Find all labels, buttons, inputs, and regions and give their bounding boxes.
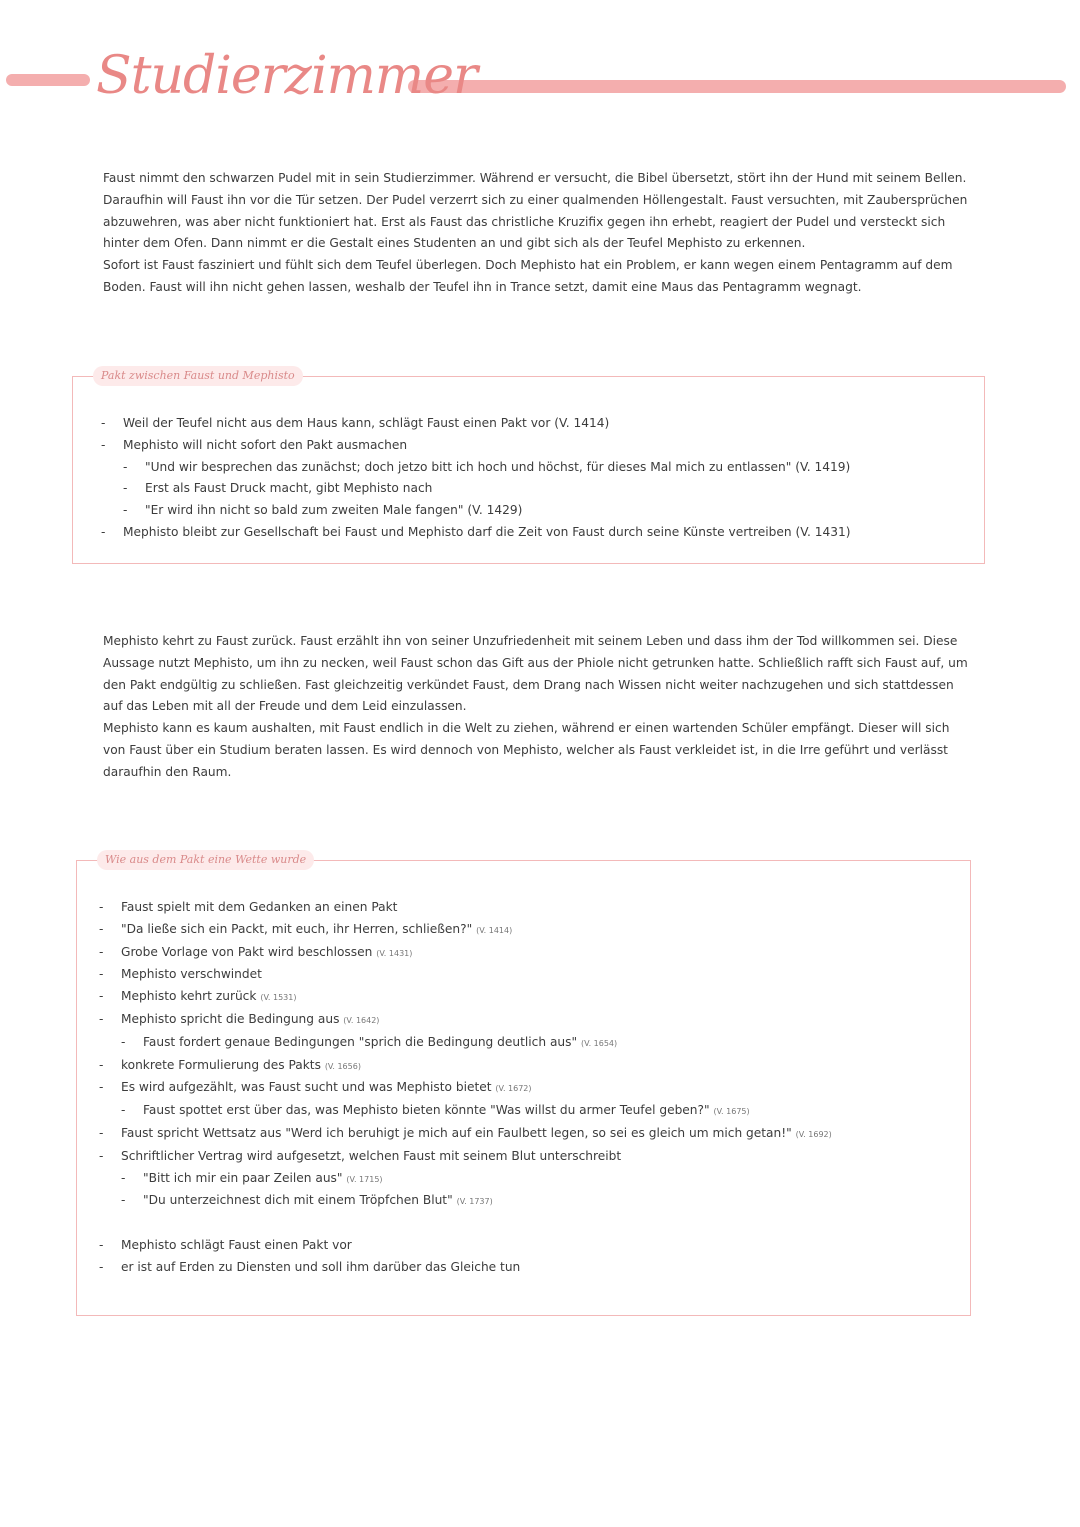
list-item bbox=[99, 1235, 959, 1257]
title-decoration-right bbox=[408, 80, 1066, 93]
list-item-text: Es wird aufgezählt, was Faust sucht und was Mephisto bietet bbox=[121, 1080, 492, 1095]
list-item bbox=[121, 1100, 959, 1123]
list-item-text: "Und wir besprechen das zunächst; doch jetzo bitt ich hoch und höchst, für dieses Mal mich zu entlassen" (V. 1419) bbox=[145, 459, 851, 474]
list-item bbox=[99, 1257, 959, 1279]
list-item bbox=[101, 413, 971, 435]
wager-box bbox=[76, 853, 971, 1316]
wager-list bbox=[99, 897, 959, 1279]
title-decoration-left bbox=[6, 74, 90, 86]
list-item bbox=[123, 500, 971, 522]
list-item bbox=[99, 1146, 959, 1168]
verse-reference: (V. 1654) bbox=[581, 1038, 618, 1048]
list-item-text: Faust spottet erst über das, was Mephisto bieten könnte "Was willst du armer Teufel geben?" bbox=[143, 1103, 710, 1118]
pact-list bbox=[101, 413, 971, 544]
list-item bbox=[101, 522, 971, 544]
list-item-text: konkrete Formulierung des Pakts bbox=[121, 1057, 321, 1072]
list-item-text: Schriftlicher Vertrag wird aufgesetzt, welchen Faust mit seinem Blut unterschreibt bbox=[121, 1148, 622, 1163]
list-item-text: "Da ließe sich ein Packt, mit euch, ihr Herren, schließen?" bbox=[121, 921, 473, 936]
list-item bbox=[99, 897, 959, 919]
intro-text bbox=[103, 168, 971, 299]
intro-paragraph-1: Faust nimmt den schwarzen Pudel mit in sein Studierzimmer. Während er versucht, die Bibel übersetzt, stört ihn der Hund mit seinem Bellen. Daraufhin will Faust ihn vor die Tür setzen. Der Pudel verzerrt sich zu einer qualmenden Höllengestalt. Faust versuchten, mit Zaubersprüchen abzuwehren, was aber nicht funktioniert hat. Erst als Faust das christliche Kruzifix gegen ihn erhebt, reagiert der Pudel und versteckt sich hinter dem Ofen. Dann nimmt er die Gestalt eines Studenten an und gibt sich als der Teufel Mephisto zu erkennen. bbox=[103, 171, 968, 251]
list-item-text: Mephisto spricht die Bedingung aus bbox=[121, 1011, 340, 1026]
list-item-text: "Er wird ihn nicht so bald zum zweiten Male fangen" (V. 1429) bbox=[145, 503, 523, 518]
list-item bbox=[99, 919, 959, 942]
verse-reference: (V. 1414) bbox=[476, 925, 513, 935]
middle-text bbox=[103, 631, 971, 784]
pact-box-label: Pakt zwischen Faust und Mephisto bbox=[93, 366, 303, 386]
verse-reference: (V. 1642) bbox=[343, 1015, 380, 1025]
list-item bbox=[99, 1123, 959, 1146]
verse-reference: (V. 1672) bbox=[495, 1084, 532, 1094]
list-item bbox=[99, 1055, 959, 1078]
list-item-text: Mephisto bleibt zur Gesellschaft bei Faust und Mephisto darf die Zeit von Faust durch seine Künste vertreiben (V. 1431) bbox=[123, 524, 851, 539]
verse-reference: (V. 1737) bbox=[456, 1197, 493, 1207]
list-item bbox=[121, 1032, 959, 1055]
wager-box-label: Wie aus dem Pakt eine Wette wurde bbox=[97, 850, 314, 870]
page-title: Studierzimmer bbox=[96, 46, 477, 106]
list-item-text: Erst als Faust Druck macht, gibt Mephisto nach bbox=[145, 481, 433, 496]
list-item bbox=[123, 478, 971, 500]
verse-reference: (V. 1431) bbox=[376, 948, 413, 958]
pact-box bbox=[72, 369, 985, 564]
list-item-text: Weil der Teufel nicht aus dem Haus kann, schlägt Faust einen Pakt vor (V. 1414) bbox=[123, 416, 610, 430]
list-item-text: "Bitt ich mir ein paar Zeilen aus" bbox=[143, 1170, 343, 1185]
list-item-text: Grobe Vorlage von Pakt wird beschlossen bbox=[121, 944, 373, 959]
list-item-text: Mephisto will nicht sofort den Pakt ausmachen bbox=[123, 437, 408, 452]
verse-reference: (V. 1531) bbox=[260, 993, 297, 1003]
list-item-text: er ist auf Erden zu Diensten und soll ihm darüber das Gleiche tun bbox=[121, 1259, 521, 1274]
list-item-text: Faust fordert genaue Bedingungen "sprich die Bedingung deutlich aus" bbox=[143, 1034, 578, 1049]
list-item bbox=[99, 964, 959, 986]
intro-paragraph-2: Sofort ist Faust fasziniert und fühlt sich dem Teufel überlegen. Doch Mephisto hat ein Problem, er kann wegen einem Pentagramm auf dem Boden. Faust will ihn nicht gehen lassen, weshalb der Teufel ihn in Trance setzt, damit eine Maus das Pentagramm wegnagt. bbox=[103, 258, 953, 294]
list-item bbox=[123, 457, 971, 479]
list-item-text: "Du unterzeichnest dich mit einem Tröpfchen Blut" bbox=[143, 1193, 453, 1208]
list-item bbox=[121, 1168, 959, 1191]
list-item bbox=[101, 435, 971, 457]
list-item-text: Mephisto verschwindet bbox=[121, 967, 262, 982]
list-item bbox=[99, 1077, 959, 1100]
list-item-text: Faust spielt mit dem Gedanken an einen Pakt bbox=[121, 900, 398, 914]
list-item-text: Faust spricht Wettsatz aus "Werd ich beruhigt je mich auf ein Faulbett legen, so sei es gleich um mich getan!" bbox=[121, 1125, 792, 1140]
list-item bbox=[99, 986, 959, 1009]
verse-reference: (V. 1675) bbox=[713, 1107, 750, 1117]
list-item bbox=[99, 1009, 959, 1032]
middle-paragraph-1: Mephisto kehrt zu Faust zurück. Faust erzählt ihn von seiner Unzufriedenheit mit seinem Leben und dass ihm der Tod willkommen sei. Diese Aussage nutzt Mephisto, um ihn zu necken, weil Faust schon das Gift aus der Phiole nicht getrunken hatte. Schließlich rafft sich Faust auf, um den Pakt endgültig zu schließen. Fast gleichzeitig verkündet Faust, dem Drang nach Wissen nicht weiter nachzugehen und sich stattdessen auf das Leben mit all der Freude und dem Leid einzulassen. bbox=[103, 634, 968, 714]
list-item-text: Mephisto kehrt zurück bbox=[121, 989, 257, 1004]
list-item bbox=[121, 1190, 959, 1213]
verse-reference: (V. 1656) bbox=[324, 1061, 361, 1071]
list-item-text: Mephisto schlägt Faust einen Pakt vor bbox=[121, 1237, 352, 1252]
list-item bbox=[99, 942, 959, 965]
verse-reference: (V. 1715) bbox=[346, 1174, 383, 1184]
middle-paragraph-2: Mephisto kann es kaum aushalten, mit Faust endlich in die Welt zu ziehen, während er einen wartenden Schüler empfängt. Dieser will sich von Faust über ein Studium beraten lassen. Es wird dennoch von Mephisto, welcher als Faust verkleidet ist, in die Irre geführt und verlässt daraufhin den Raum. bbox=[103, 721, 950, 779]
verse-reference: (V. 1692) bbox=[795, 1129, 832, 1139]
